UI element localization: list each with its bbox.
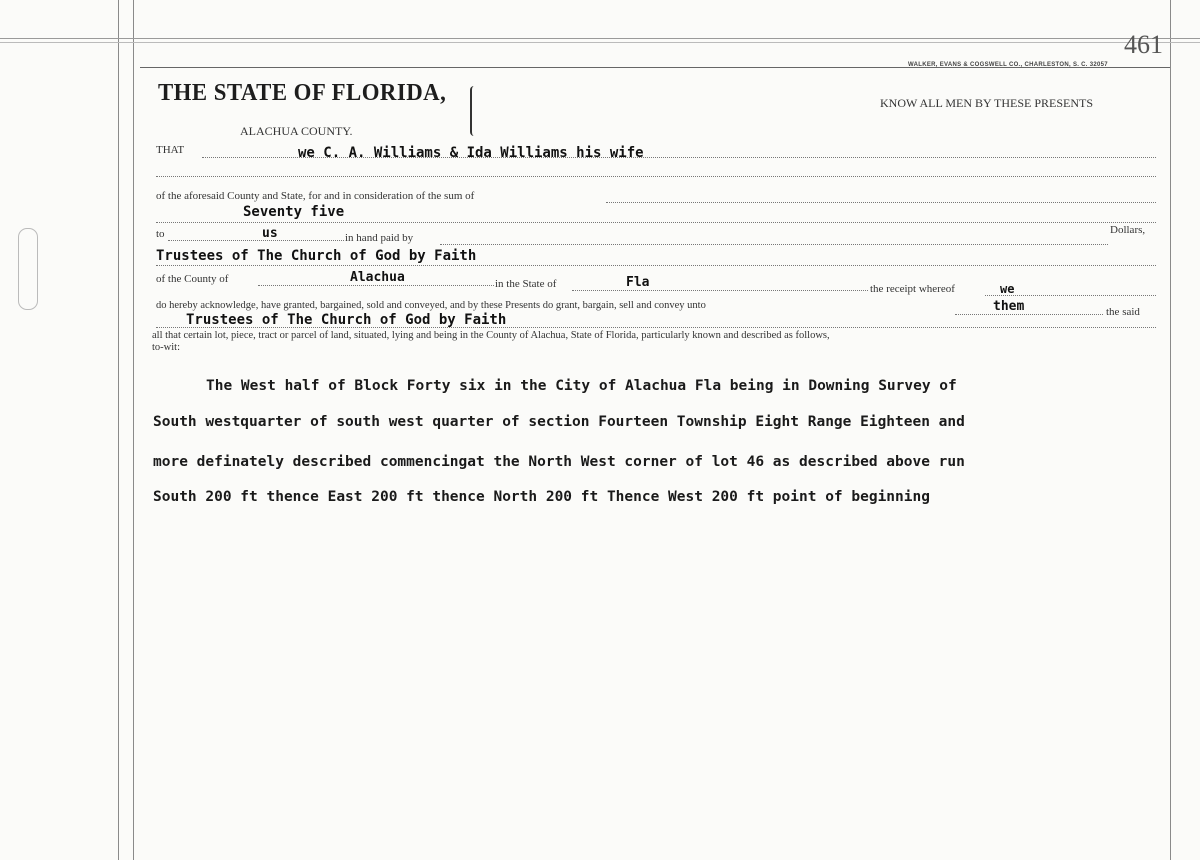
field-grantors: we C. A. Williams & Ida Williams his wife (298, 145, 644, 161)
printer-imprint: WALKER, EVANS & COGSWELL CO., CHARLESTON, S. C. 32057 (908, 62, 1108, 68)
page-number: 461 (1124, 30, 1163, 59)
dotline-state (572, 290, 868, 291)
dotline-blank (156, 176, 1156, 177)
top-rule-2 (0, 42, 1200, 43)
dotline-grantee (156, 327, 1156, 328)
field-convey-unto: them (993, 299, 1025, 314)
dotline-paid-by (440, 244, 1108, 245)
label-of-county: of the County of (156, 273, 229, 285)
dotline-convey (955, 314, 1103, 315)
description-line-3: more definately described commencingat the North West corner of lot 46 as described above run (153, 454, 965, 470)
preamble: KNOW ALL MEN BY THESE PRESENTS (880, 96, 1094, 110)
county-heading: ALACHUA COUNTY. (240, 124, 353, 138)
label-to-wit: to-wit: (152, 342, 180, 353)
label-to: to (156, 228, 165, 240)
left-margin-line-outer (118, 0, 119, 860)
dotline-county (258, 285, 494, 286)
field-county: Alachua (350, 270, 405, 285)
label-in-state-of: in the State of (495, 278, 557, 290)
description-line-4: South 200 ft thence East 200 ft thence North 200 ft Thence West 200 ft point of beginning (153, 489, 930, 505)
field-sum: Seventy five (243, 204, 345, 220)
label-acknowledge: do hereby acknowledge, have granted, bargained, sold and conveyed, and by these Presents do grant, bargain, sell and convey unto (156, 300, 706, 311)
label-in-hand-paid-by: in hand paid by (345, 232, 414, 244)
field-grantee: Trustees of The Church of God by Faith (186, 312, 507, 328)
field-state: Fla (626, 275, 650, 290)
label-aforesaid: of the aforesaid County and State, for and in consideration of the sum of (156, 190, 475, 202)
field-paid-by: Trustees of The Church of God by Faith (156, 248, 477, 264)
dotline-paid-by-2 (156, 265, 1156, 266)
right-margin-line (1170, 0, 1171, 860)
document-title: THE STATE OF FLORIDA, (158, 80, 447, 106)
field-to: us (262, 226, 278, 241)
dotline-sum (156, 222, 1156, 223)
field-receipt-whereof: we (1000, 282, 1015, 296)
label-the-said: the said (1106, 306, 1140, 318)
top-rule (0, 38, 1200, 39)
dotline-to (168, 240, 344, 241)
dotline-aforesaid (606, 202, 1156, 203)
label-that: THAT (156, 144, 185, 156)
left-margin-line-inner (133, 0, 134, 860)
description-line-2: South westquarter of south west quarter of section Fourteen Township Eight Range Eighteen and (153, 414, 965, 430)
label-receipt-whereof: the receipt whereof (870, 283, 955, 295)
description-line-1: The West half of Block Forty six in the City of Alachua Fla being in Downing Survey of (206, 378, 957, 394)
dotline-receipt (985, 295, 1156, 296)
title-brace (470, 86, 478, 136)
label-dollars: Dollars, (1110, 224, 1146, 236)
label-all-that: all that certain lot, piece, tract or parcel of land, situated, lying and being in the County of Alachua, State of Florida, particularly known and described as follows, (152, 330, 830, 341)
binder-hole (18, 228, 38, 310)
